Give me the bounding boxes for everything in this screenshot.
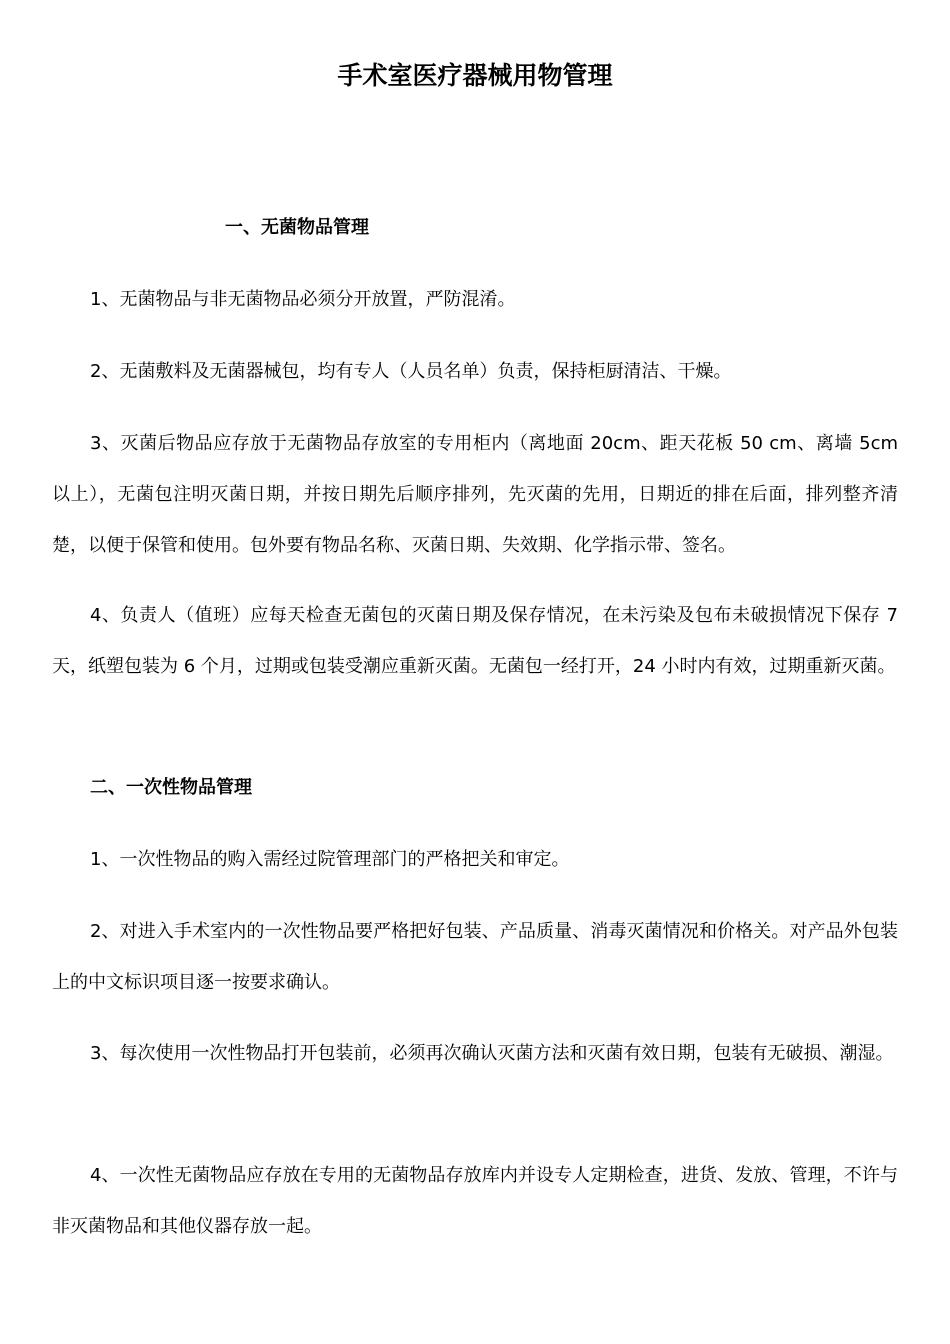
paragraph: 3、每次使用一次性物品打开包装前，必须再次确认灭菌方法和灭菌有效日期，包装有无破损、潮湿。 xyxy=(90,1043,894,1064)
paragraph: 1、无菌物品与非无菌物品必须分开放置，严防混淆。 xyxy=(90,289,516,310)
paragraph: 3、灭菌后物品应存放于无菌物品存放室的专用柜内（离地面 20cm、距天花板 50 cm、离墙 5cm 以上），无菌包注明灭菌日期，并按日期先后顺序排列，先灭菌的先用，日期近的排在后面，排列整齐清楚，以便于保管和使用。包外要有物品名称、灭菌日期、失效期、化学指示带、签名。 xyxy=(52,433,898,556)
paragraph: 2、无菌敷料及无菌器械包，均有专人（人员名单）负责，保持柜厨清洁、干燥。 xyxy=(90,361,732,382)
section-heading-sterile-items: 一、无菌物品管理 xyxy=(225,217,369,238)
paragraph: 4、负责人（值班）应每天检查无菌包的灭菌日期及保存情况，在未污染及包布未破损情况下保存 7 天，纸塑包装为 6 个月，过期或包装受潮应重新灭菌。无菌包一经打开，24 小时内有效，过期重新灭菌。 xyxy=(52,605,898,677)
paragraph: 4、一次性无菌物品应存放在专用的无菌物品存放库内并设专人定期检查，进货、发放、管理，不许与非灭菌物品和其他仪器存放一起。 xyxy=(52,1165,898,1237)
paragraph: 2、对进入手术室内的一次性物品要严格把好包装、产品质量、消毒灭菌情况和价格关。对产品外包装上的中文标识项目逐一按要求确认。 xyxy=(52,921,898,993)
paragraph: 1、一次性物品的购入需经过院管理部门的严格把关和审定。 xyxy=(90,849,570,870)
document-title: 手术室医疗器械用物管理 xyxy=(337,61,613,90)
section-heading-disposable-items: 二、一次性物品管理 xyxy=(90,777,252,798)
